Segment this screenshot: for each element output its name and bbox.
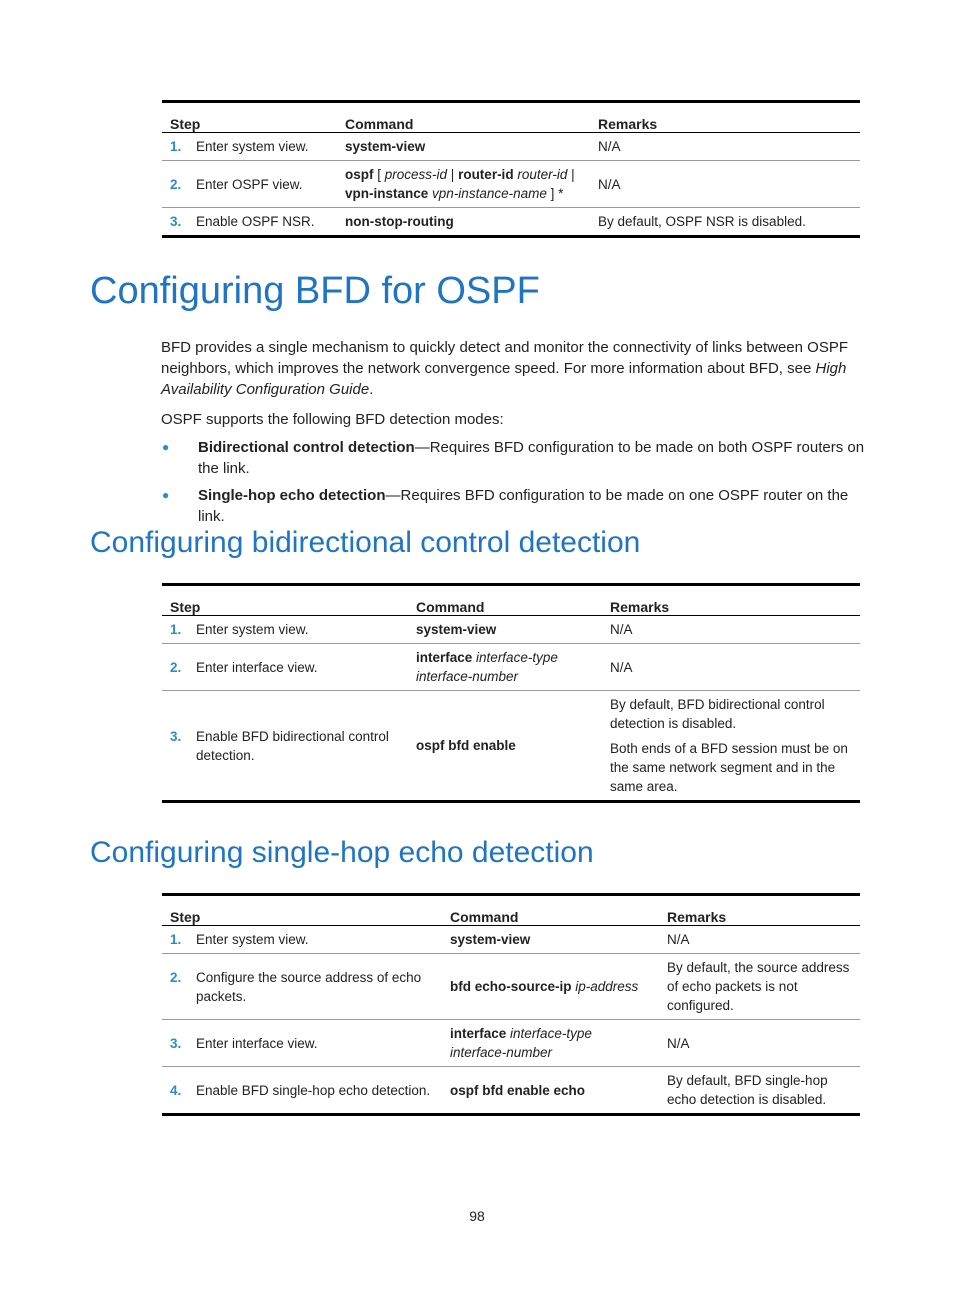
table-row	[162, 133, 860, 161]
col-remarks: Remarks	[659, 895, 860, 926]
step-number: 1.	[170, 139, 182, 154]
single-hop-table	[162, 893, 860, 1116]
remarks-cell	[659, 954, 860, 1020]
command-cell	[442, 1020, 659, 1067]
bidirectional-table	[162, 583, 860, 803]
table-row	[162, 208, 860, 237]
step-text: Configure the source address of echo packets.	[196, 969, 422, 1004]
remark-text: N/A	[598, 176, 621, 192]
step-cell	[162, 616, 408, 644]
intro-paragraph: BFD provides a single mechanism to quickly detect and monitor the connectivity of links between OSPF neighbors, which improves the network convergence speed. For more information about BFD, see High Availability Configuration Guide.	[161, 339, 848, 398]
modes-paragraph: OSPF supports the following BFD detection modes:	[161, 411, 504, 428]
command-keyword: system-view	[345, 139, 426, 154]
command-cell	[442, 954, 659, 1020]
command-keyword: non-stop-routing	[345, 214, 454, 229]
bullet-bidirectional: ● Bidirectional control detection—Requires BFD configuration to be made on both OSPF routers on the link.	[162, 439, 865, 477]
command-syntax: ] *	[546, 186, 564, 201]
command-cell	[337, 208, 590, 237]
command-argument: process-id	[384, 167, 448, 182]
step-text: Enter interface view.	[196, 659, 318, 675]
remarks-cell	[590, 133, 860, 161]
table-row	[162, 691, 860, 802]
table-row	[162, 616, 860, 644]
step-number: 3.	[170, 1035, 182, 1051]
command-cell	[337, 133, 590, 161]
col-step: Step	[162, 102, 337, 133]
section-title: Configuring BFD for OSPF	[90, 270, 540, 312]
command-keyword: bfd echo-source-ip	[450, 979, 572, 994]
command-keyword: system-view	[416, 622, 497, 637]
table-row	[162, 161, 860, 208]
remarks-cell	[659, 926, 860, 954]
col-remarks: Remarks	[602, 585, 860, 616]
command-keyword: ospf bfd enable echo	[450, 1082, 586, 1098]
command-syntax: |	[567, 167, 575, 182]
table-row	[162, 1067, 860, 1115]
table-row	[162, 954, 860, 1020]
step-number: 3.	[170, 728, 182, 744]
command-cell	[408, 691, 602, 802]
table-row	[162, 644, 860, 691]
command-keyword: system-view	[450, 932, 531, 947]
col-command: Command	[337, 102, 590, 133]
step-text: Enable BFD single-hop echo detection.	[196, 1082, 431, 1098]
remark-text: N/A	[598, 139, 621, 154]
remarks-cell	[602, 616, 860, 644]
step-cell	[162, 1067, 442, 1115]
subsection-single-hop: Configuring single-hop echo detection	[90, 836, 594, 869]
remark-text: By default, BFD single-hop echo detection is disabled.	[667, 1073, 828, 1107]
step-cell	[162, 644, 408, 691]
step-cell	[162, 691, 408, 802]
command-keyword: interface	[416, 650, 473, 665]
step-cell	[162, 133, 337, 161]
remark-text: N/A	[610, 659, 633, 675]
step-text: Enter system view.	[196, 622, 309, 637]
remarks-cell	[659, 1020, 860, 1067]
guide-reference: High Availability Configuration Guide	[161, 360, 847, 398]
remarks-cell	[602, 644, 860, 691]
col-remarks: Remarks	[590, 102, 860, 133]
bullet-dot-icon: ●	[162, 440, 170, 454]
command-syntax: [	[373, 167, 385, 182]
ospf-nsr-table	[162, 100, 860, 238]
subsection-bidirectional: Configuring bidirectional control detection	[90, 526, 641, 559]
command-keyword: vpn-instance	[345, 186, 429, 201]
remark-text: By default, the source address of echo packets is not configured.	[667, 960, 850, 1013]
page-number: 98	[469, 1208, 485, 1224]
bullet-dot-icon: ●	[162, 488, 170, 502]
step-cell	[162, 161, 337, 208]
step-number: 1.	[170, 932, 182, 947]
command-cell	[442, 1067, 659, 1115]
step-number: 4.	[170, 1082, 182, 1098]
step-number: 3.	[170, 214, 182, 229]
command-argument: ip-address	[575, 979, 639, 994]
command-cell	[442, 926, 659, 954]
command-keyword: ospf bfd enable	[416, 738, 516, 753]
step-text: Enable OSPF NSR.	[196, 214, 315, 229]
step-cell	[162, 926, 442, 954]
command-cell	[337, 161, 590, 208]
command-argument: router-id	[517, 167, 568, 182]
table-row	[162, 926, 860, 954]
remark-text: By default, BFD bidirectional control detection is disabled.	[610, 697, 825, 731]
remark-text: By default, OSPF NSR is disabled.	[598, 214, 806, 229]
step-number: 1.	[170, 622, 182, 637]
command-keyword: router-id	[458, 167, 514, 182]
remark-text: N/A	[667, 1035, 690, 1051]
step-text: Enter system view.	[196, 932, 309, 947]
remarks-cell	[590, 161, 860, 208]
step-number: 2.	[170, 176, 182, 192]
table-row	[162, 1020, 860, 1067]
remarks-cell	[602, 691, 860, 802]
remark-text: Both ends of a BFD session must be on the same network segment and in the same area.	[610, 741, 848, 794]
col-step: Step	[162, 895, 442, 926]
col-step: Step	[162, 585, 408, 616]
step-number: 2.	[170, 659, 182, 675]
bullet-single-hop: ● Single-hop echo detection—Requires BFD configuration to be made on one OSPF router on the link.	[162, 487, 849, 525]
step-text: Enter interface view.	[196, 1035, 318, 1051]
remark-text: N/A	[610, 622, 633, 637]
step-number: 2.	[170, 969, 182, 985]
step-text: Enable BFD bidirectional control detection.	[196, 728, 389, 763]
command-argument: interface-type interface-number	[416, 650, 558, 684]
command-argument: vpn-instance-name	[432, 186, 547, 201]
remark-text: N/A	[667, 932, 690, 947]
col-command: Command	[408, 585, 602, 616]
step-cell	[162, 1020, 442, 1067]
remarks-cell	[659, 1067, 860, 1115]
command-keyword: interface	[450, 1026, 507, 1041]
col-command: Command	[442, 895, 659, 926]
step-text: Enter system view.	[196, 139, 309, 154]
command-syntax: |	[447, 167, 459, 182]
command-argument: interface-type interface-number	[450, 1026, 592, 1060]
step-text: Enter OSPF view.	[196, 176, 303, 192]
command-keyword: ospf	[345, 167, 374, 182]
remarks-cell	[590, 208, 860, 237]
step-cell	[162, 954, 442, 1020]
command-cell	[408, 616, 602, 644]
command-cell	[408, 644, 602, 691]
step-cell	[162, 208, 337, 237]
